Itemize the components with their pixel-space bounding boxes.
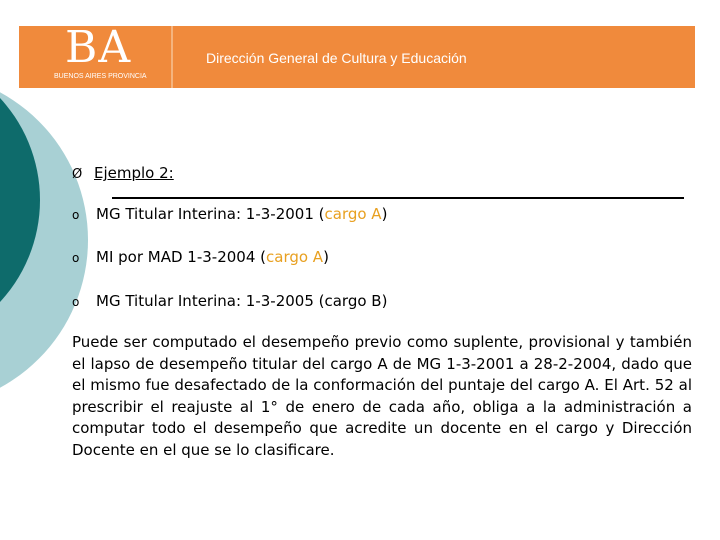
item-text: MG Titular Interina: 1-3-2001 ( <box>96 205 325 223</box>
item-suffix: ) <box>381 205 388 223</box>
item-text: MI por MAD 1-3-2004 ( <box>96 248 266 266</box>
body-paragraph: Puede ser computado el desempeño previo como suplente, provisional y también el lapso de desempeño titular del cargo A de MG 1-3-2001 a 28-2-2004, dado que el mismo fue desafectado de la conformación del puntaje del cargo A. El Art. 52 al prescribir el reajuste al 1° de enero de cada año, obliga a la administración a computar todo el desempeño que acredite un docente en el cargo y Dirección Docente en el que se lo clasificare. <box>72 333 692 459</box>
item-accent: cargo A <box>266 248 324 266</box>
list-item <box>72 205 387 223</box>
example-title: Ejemplo 2: <box>94 164 174 182</box>
header-title: Dirección General de Cultura y Educación <box>206 50 467 66</box>
circle-bullet-icon: o <box>72 295 80 309</box>
ba-logo <box>19 22 171 88</box>
item-text: MG Titular Interina: 1-3-2005 (cargo B) <box>96 292 388 310</box>
item-accent: cargo A <box>324 205 382 223</box>
arrow-bullet-icon: Ø <box>72 167 83 182</box>
list-item <box>72 292 387 310</box>
header-banner <box>19 22 695 88</box>
item-suffix: ) <box>323 248 329 266</box>
header-divider <box>171 26 173 88</box>
list-item <box>72 248 329 266</box>
circle-bullet-icon: o <box>72 251 80 265</box>
circle-bullet-icon: o <box>72 208 80 222</box>
horizontal-rule <box>112 197 684 199</box>
logo-ba-text: BA <box>65 22 132 73</box>
logo-subtext: BUENOS AIRES PROVINCIA <box>54 73 147 80</box>
example-heading <box>72 164 174 182</box>
